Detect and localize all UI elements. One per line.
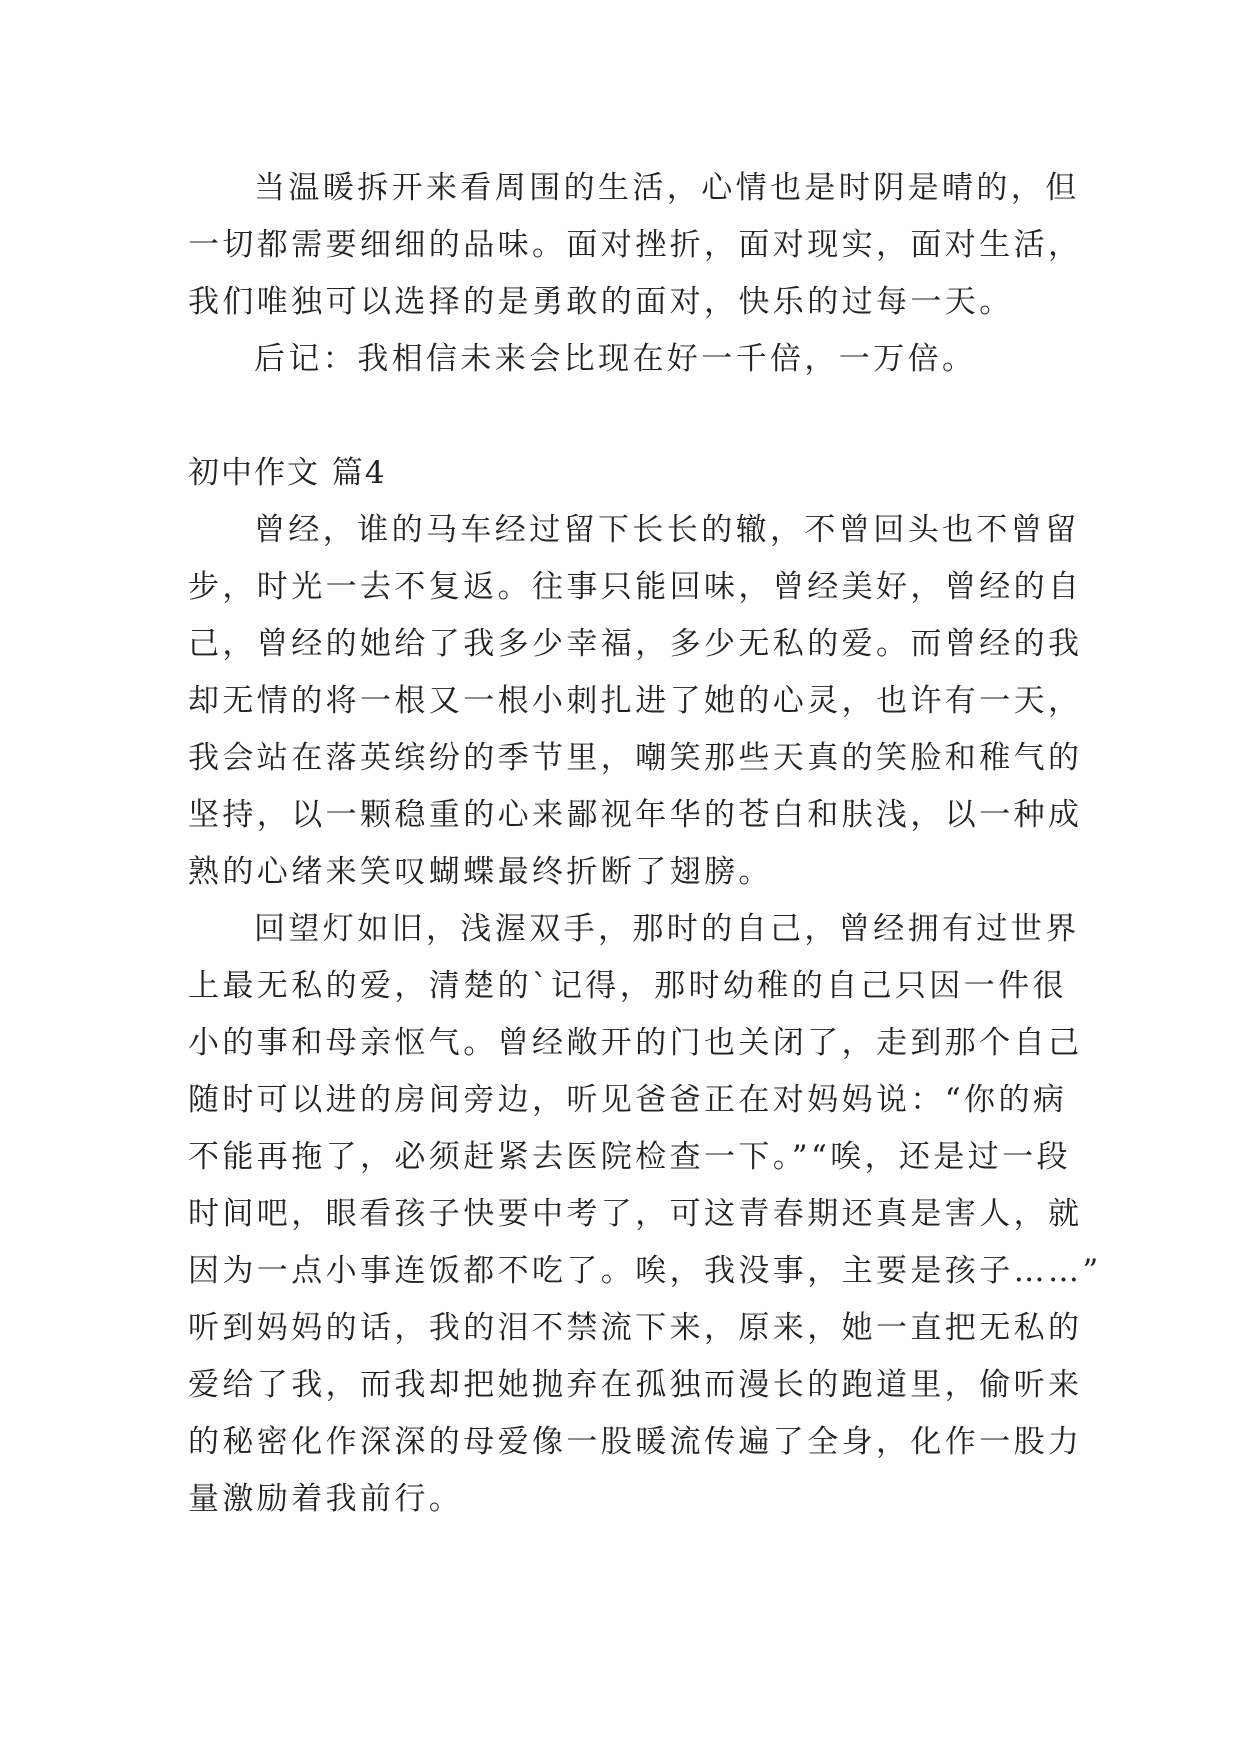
text-line: 时间吧，眼看孩子快要中考了，可这青春期还真是害人，就 xyxy=(188,1196,1083,1232)
section-heading: 初中作文 篇4 xyxy=(188,455,387,491)
text-line: 己，曾经的她给了我多少幸福，多少无私的爱。而曾经的我 xyxy=(188,626,1083,662)
text-line: 随时可以进的房间旁边，听见爸爸正在对妈妈说：“你的病 xyxy=(188,1082,1068,1118)
text-line: 后记：我相信未来会比现在好一千倍，一万倍。 xyxy=(254,341,977,377)
paragraph xyxy=(188,901,1102,1528)
paragraph xyxy=(188,502,1083,901)
text-line: 熟的心绪来笑叹蝴蝶最终折断了翅膀。 xyxy=(188,854,773,890)
text-line: 量激励着我前行。 xyxy=(188,1481,464,1517)
text-line: 却无情的将一根又一根小刺扎进了她的心灵，也许有一天， xyxy=(188,683,1083,719)
text-line: 听到妈妈的话，我的泪不禁流下来，原来，她一直把无私的 xyxy=(188,1310,1083,1346)
text-line: 小的事和母亲怄气。曾经敞开的门也关闭了，走到那个自己 xyxy=(188,1025,1083,1061)
text-line: 的秘密化作深深的母爱像一股暖流传遍了全身，化作一股力 xyxy=(188,1424,1083,1460)
text-line: 因为一点小事连饭都不吃了。唉，我没事，主要是孩子……” xyxy=(188,1253,1102,1289)
section-previous-essay-ending xyxy=(188,160,1083,388)
text-line: 我们唯独可以选择的是勇敢的面对，快乐的过每一天。 xyxy=(188,284,1014,320)
document-page xyxy=(188,160,1102,1528)
text-line: 曾经，谁的马车经过留下长长的辙，不曾回头也不曾留 xyxy=(254,512,1080,548)
paragraph xyxy=(188,160,1083,331)
text-line: 坚持，以一颗稳重的心来鄙视年华的苍白和肤浅，以一种成 xyxy=(188,797,1083,833)
text-line: 步，时光一去不复返。往事只能回味，曾经美好，曾经的自 xyxy=(188,569,1083,605)
text-line: 一切都需要细细的品味。面对挫折，面对现实，面对生活， xyxy=(188,227,1083,263)
text-line: 不能再拖了，必须赶紧去医院检查一下。”“唉，还是过一段 xyxy=(188,1139,1071,1175)
text-line: 回望灯如旧，浅渥双手，那时的自己，曾经拥有过世界 xyxy=(254,911,1080,947)
text-line: 当温暖拆开来看周围的生活，心情也是时阴是晴的，但 xyxy=(254,170,1080,206)
paragraph-postscript xyxy=(188,331,1068,388)
text-line: 爱给了我，而我却把她抛弃在孤独而漫长的跑道里，偷听来 xyxy=(188,1367,1083,1403)
text-line: 上最无私的爱，清楚的`记得，那时幼稚的自己只因一件很 xyxy=(188,968,1067,1004)
section-essay-4 xyxy=(188,445,1102,1528)
text-line: 我会站在落英缤纷的季节里，嘲笑那些天真的笑脸和稚气的 xyxy=(188,740,1083,776)
